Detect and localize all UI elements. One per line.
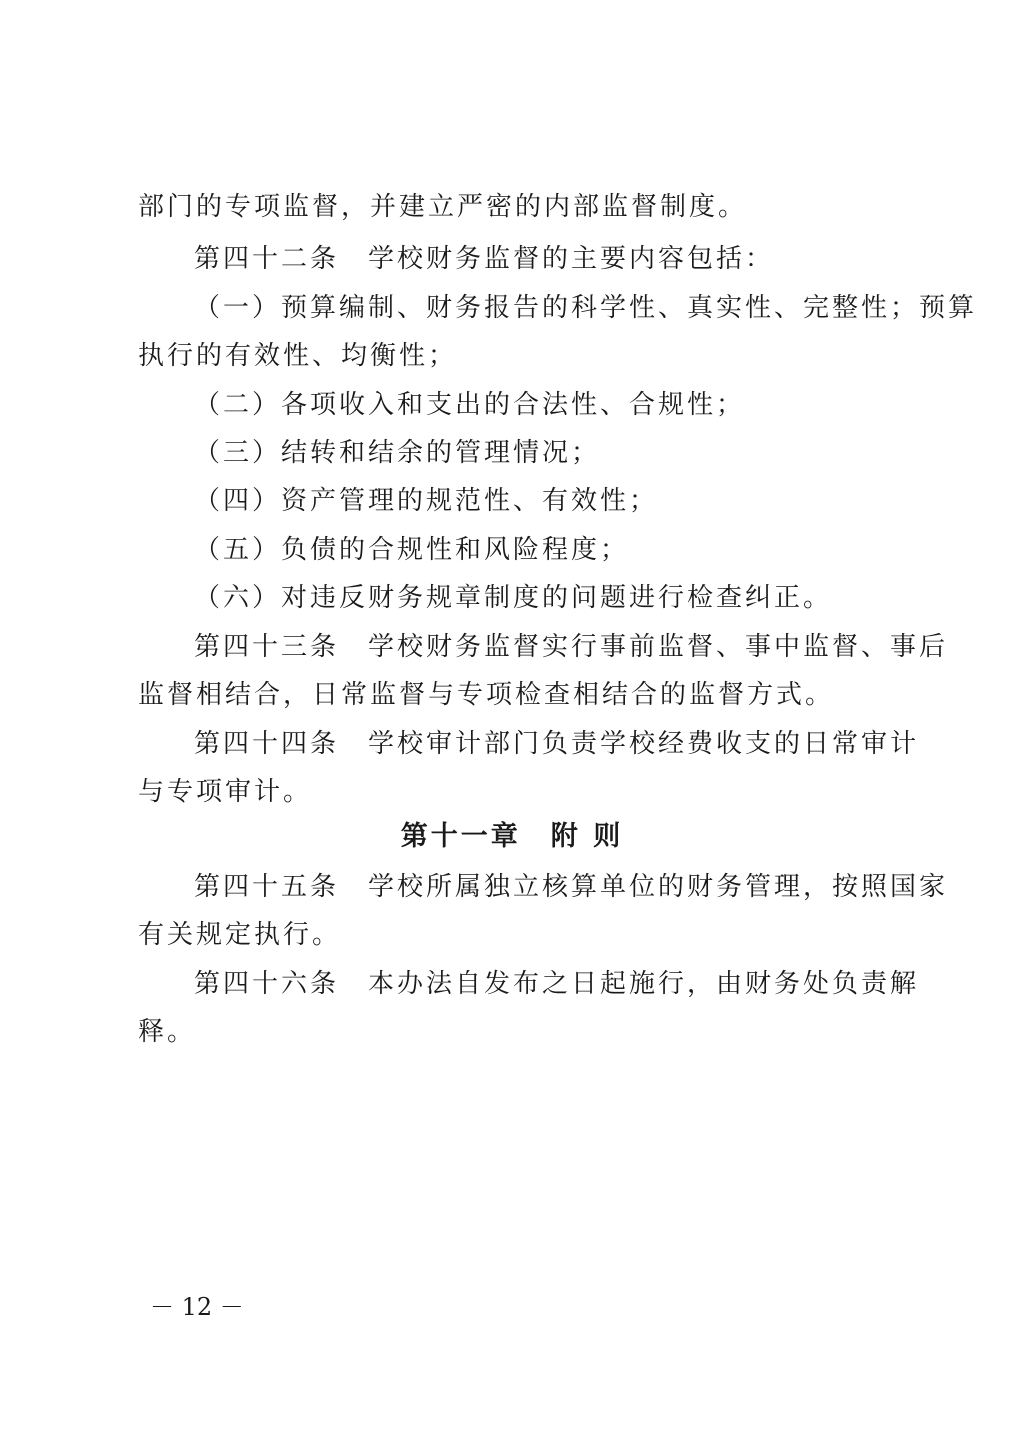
article-46-line: 第四十六条 本办法自发布之日起施行，由财务处负责解 <box>194 969 920 999</box>
item-1-line: （一）预算编制、财务报告的科学性、真实性、完整性；预算 <box>194 293 978 323</box>
text-line: 与专项审计。 <box>138 777 313 807</box>
article-45-line: 第四十五条 学校所属独立核算单位的财务管理，按照国家 <box>194 872 949 902</box>
item-6-line: （六）对违反财务规章制度的问题进行检查纠正。 <box>194 583 833 613</box>
text-line: 有关规定执行。 <box>138 920 342 950</box>
article-43-line: 第四十三条 学校财务监督实行事前监督、事中监督、事后 <box>194 632 949 662</box>
article-42-line: 第四十二条 学校财务监督的主要内容包括： <box>194 244 775 274</box>
chapter-heading: 第十一章 附 则 <box>400 821 624 852</box>
item-2-line: （二）各项收入和支出的合法性、合规性； <box>194 390 746 420</box>
text-line: 释。 <box>138 1017 197 1047</box>
article-44-line: 第四十四条 学校审计部门负责学校经费收支的日常审计 <box>194 729 920 759</box>
item-5-line: （五）负债的合规性和风险程度； <box>194 535 630 565</box>
text-line: 执行的有效性、均衡性； <box>138 341 458 371</box>
item-3-line: （三）结转和结余的管理情况； <box>194 438 601 468</box>
item-4-line: （四）资产管理的规范性、有效性； <box>194 486 659 516</box>
text-line: 监督相结合，日常监督与专项检查相结合的监督方式。 <box>138 680 835 710</box>
page-number: － 12 － <box>150 1293 244 1321</box>
text-line: 部门的专项监督，并建立严密的内部监督制度。 <box>138 192 748 222</box>
